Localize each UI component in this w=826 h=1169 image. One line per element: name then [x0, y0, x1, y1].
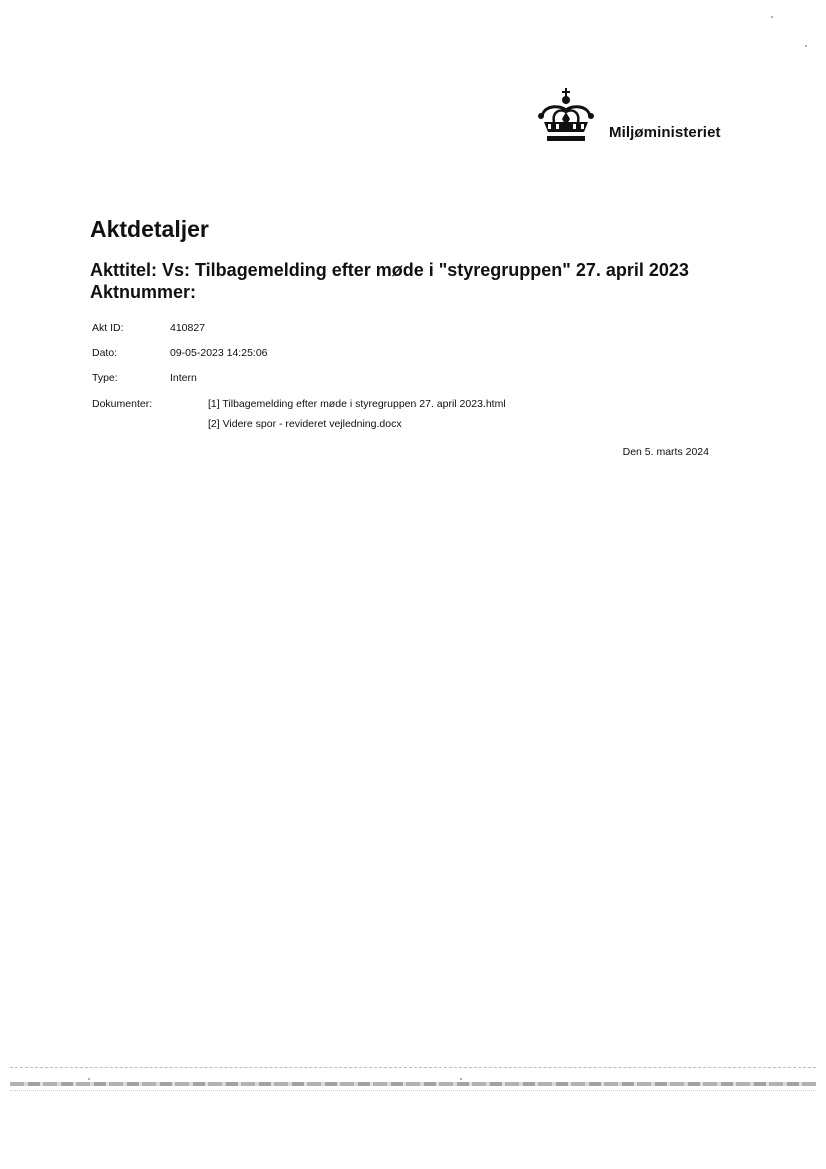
scan-artifact-line [10, 1067, 816, 1068]
print-date: Den 5. marts 2024 [622, 446, 709, 458]
royal-crown-icon [536, 88, 598, 144]
akt-number: Aktnummer: [90, 282, 197, 302]
field-value: 09-05-2023 14:25:06 [170, 347, 268, 359]
page-title: Aktdetaljer [90, 216, 209, 242]
scan-speck [805, 45, 807, 47]
list-item: [1] Tilbagemelding efter møde i styregruppen 27. april 2023.html [208, 398, 506, 410]
scan-speck [771, 16, 773, 18]
scan-artifact-line [10, 1090, 816, 1091]
field-label: Type: [92, 372, 118, 384]
field-value: 410827 [170, 322, 206, 334]
akt-title: Akttitel: Vs: Tilbagemelding efter møde i "styregruppen" 27. april 2023 [90, 260, 689, 280]
field-label: Dato: [92, 347, 118, 359]
scan-artifact-line [10, 1082, 816, 1086]
documents-list [208, 397, 506, 437]
list-item: [2] Videre spor - revideret vejledning.docx [208, 418, 402, 430]
brand-name: Miljøministeriet [609, 124, 721, 141]
scan-speck [88, 1078, 90, 1080]
field-label: Akt ID: [92, 322, 124, 334]
field-value: Intern [170, 372, 197, 384]
field-label: Dokumenter: [92, 398, 153, 410]
document-title-block [90, 259, 689, 303]
scan-speck [460, 1078, 462, 1080]
